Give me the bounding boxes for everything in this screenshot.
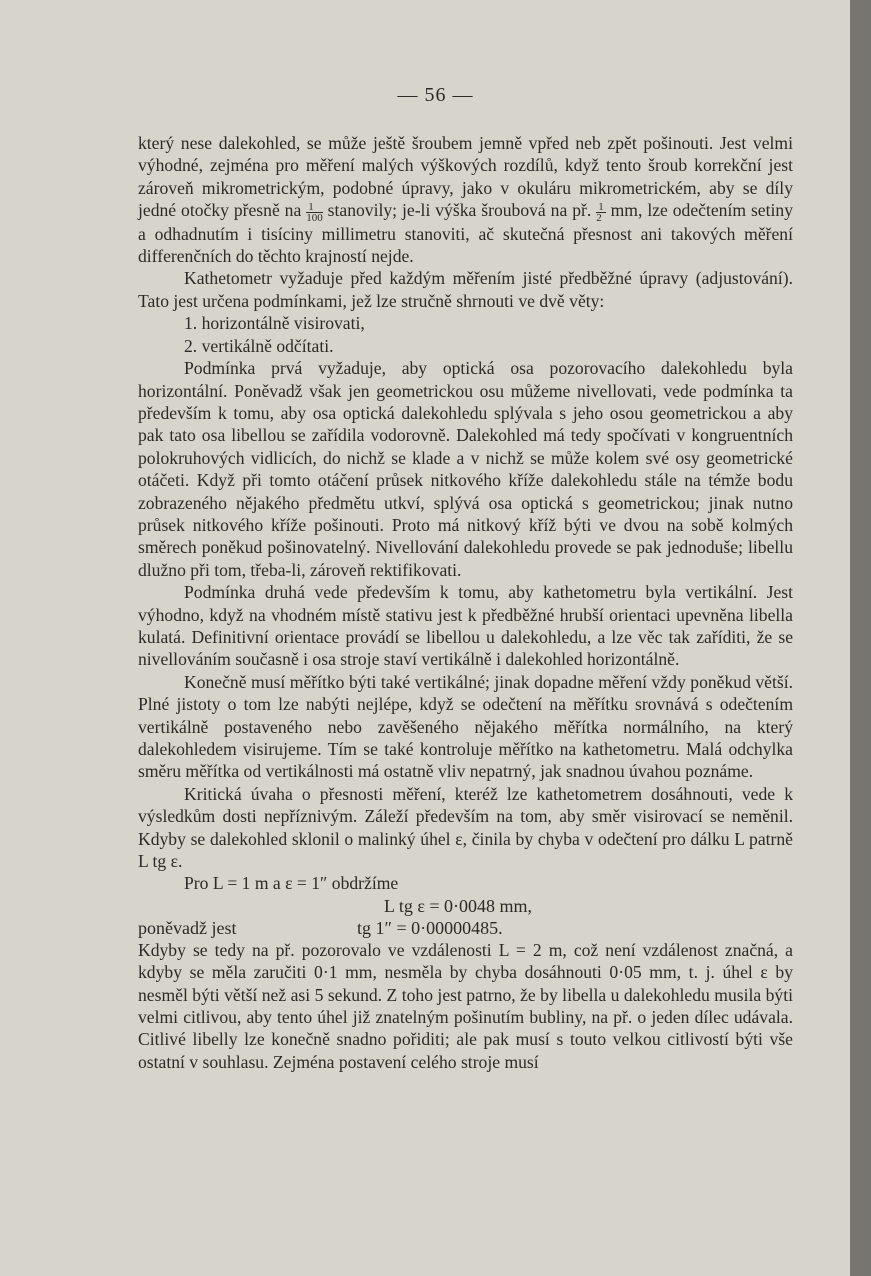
equation-block [138, 895, 793, 939]
paragraph-3: Podmínka prvá vyžaduje, aby optická osa pozorovacího dalekohledu byla horizontální. Poněvadž však jen geometrickou osu můžeme nivellovati, vede podmínka ta především k tomu, aby osa optická dalekohledu splývala s jeho osou geometrickou a aby pak tato osa libellou se zařídila vodorovně. Dalekohled má tedy spočívati v kongruentních polokruhových vidlicích, do nichž se klade a v nichž se může kolem své osy geometrické otáčeti. Když při tomto otáčení průsek nitkového kříže dalekohledu stále na témže bodu zobrazeného nějakého předmětu utkví, splývá osa optická s geometrickou; jinak nutno průsek nitkového kříže pošinouti. Proto má nitkový kříž býti ve dvou na sobě kolmých směrech poněkud pošinovatelný. Nivellování dalekohledu provede se pak jednoduše; libellu dlužno při tom, třeba-li, zároveň rektifikovati. [138, 358, 793, 580]
paragraph-6: Kritická úvaha o přesnosti měření, kteréž lze kathetometrem dosáhnouti, vede k výsledkům dosti nepříznivým. Záleží především na tom, aby směr visirovací se neměnil. Kdyby se dalekohled sklonil o malinký úhel ε, činila by chyba v odečtení pro dálku L patrně L tg ε. [138, 783, 793, 872]
list-item-1: 1. horizontálně visirovati, [184, 313, 365, 334]
page-edge [850, 0, 871, 1276]
equation-1: L tg ε = 0·0048 mm, [384, 895, 533, 916]
equation-2-label: poněvadž jest [138, 917, 237, 938]
page-number: — 56 — [397, 84, 474, 106]
equation-2: tg 1″ = 0·00000485. [357, 917, 503, 938]
paragraph-1: který nese dalekohled, se může ještě šroubem jemně vpřed neb zpět pošinouti. Jest velmi výhodné, zejména pro měření malých výškových rozdílů, když tento šroub korrekční jest zároveň mikrometrickým, podobné úpravy, jako v okuláru mikrometrickém, aby se díly jedné otočky přesně na $\frac{1}{100}$ stanovily; je-li výška šroubová na př. $\frac{1}{2}$ mm, lze odečtením setiny a odhadnutím i tisíciny millimetru stanoviti, ač skutečná přesnost ani takových měření differenčních do těchto krajností nejde. [138, 133, 793, 267]
list-item-2: 2. vertikálně odčítati. [184, 335, 334, 356]
fraction-one-hundredth: $\frac{1}{100}$ [306, 200, 323, 224]
paragraph-8: Kdyby se tedy na př. pozorovalo ve vzdálenosti L = 2 m, což není vzdálenost značná, a kdyby se měla zaručiti 0·1 mm, nesměla by chyba dosáhnouti 0·05 mm, t. j. úhel ε by nesměl býti větší než asi 5 sekund. Z toho jest patrno, že by libella u dalekohledu musila býti velmi citlivou, aby tento úhel již znatelným pošinutím bubliny, na př. o jeden dílec udávala. Citlivé libelly lze konečně snadno pořiditi; ale pak musí s touto velkou citlivostí býti vše ostatní v souhlasu. Zejména postavení celého stroje musí [138, 939, 793, 1072]
paragraph-5: Konečně musí měřítko býti také vertikálné; jinak dopadne měření vždy poněkud větší. Plné jistoty o tom lze nabýti nejlépe, když se odečtení na měřítku srovnává s odečtením vertikálně postaveného nebo zavěšeného nějakého měřítka normálního, na který dalekohledem visirujeme. Tím se také kontroluje měřítko na kathetometru. Malá odchylka směru měřítka od vertikálnosti má ostatně vliv nepatrný, jak snadnou úvahou poznáme. [138, 671, 793, 782]
paragraph-4: Podmínka druhá vede především k tomu, aby kathetometru byla vertikální. Jest výhodno, když na vhodném místě stativu jest k předběžné hrubší orientaci upevněna libella kulatá. Definitivní orientace provádí se libellou u dalekohledu, a lze věc tak zaříditi, že se nivellováním současně i osa stroje staví vertikálně i dalekohled horizontálně. [138, 582, 793, 670]
paragraph-7: Pro L = 1 m a ε = 1″ obdržíme [184, 873, 399, 894]
fraction-one-half: $\frac{1}{2}$ [596, 200, 604, 224]
body-text [138, 132, 793, 1073]
paragraph-2: Kathetometr vyžaduje před každým měřením jisté předběžné úpravy (adjustování). Tato jest určena podmínkami, jež lze stručně shrnouti ve dvě věty: [138, 268, 793, 311]
